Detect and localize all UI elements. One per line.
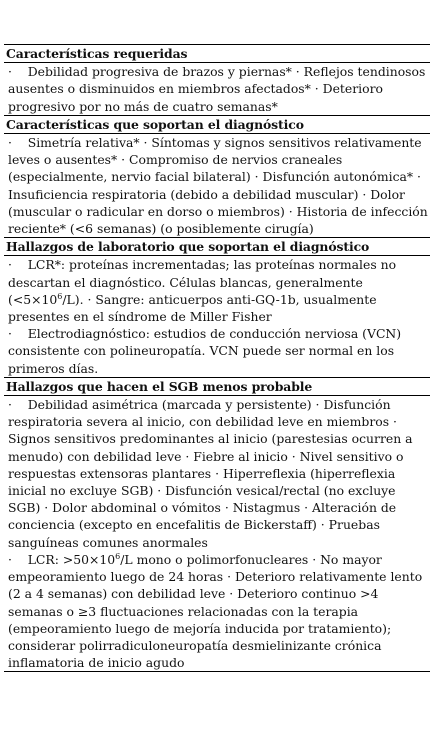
lcr-text: LCR*: proteínas incrementadas; las proteínas normales no descartan el diagnóstico. Células blancas, generalmente (<5×10 [8, 257, 397, 307]
section-text: · Debilidad progresiva de brazos y piernas* · Reflejos tendinosos ausentes o disminuidos en miembros afectados* · Deterioro progresivo por no más de cuatro semanas* [8, 63, 428, 115]
exponent: 6 [57, 291, 63, 301]
electro-paragraph: · Electrodiagnóstico: estudios de conducción nerviosa (VCN) consistente con polineuropatía. VCN puede ser normal en los primeros días. [8, 325, 428, 377]
section-header: Características requeridas [4, 45, 430, 63]
exponent: 6 [115, 551, 121, 561]
criteria-table [4, 44, 430, 672]
section-required [4, 45, 430, 116]
lcr-text: LCR: >50×10 [27, 551, 116, 567]
section-text: · Debilidad asimétrica (marcada y persistente) · Disfunción respiratoria severa al inicio, con debilidad leve en miembros · Signos sensitivos predominantes al inicio (parestesias ocurren a menudo) con debilidad leve · Fiebre al inicio · Nivel sensitivo o respuestas extensoras plantares · Hiperreflexia (hiperreflexia inicial no excluye SGB) · Disfunción vesical/rectal (no excluye SGB) · Dolor abdominal o vómitos · Nistagmus · Alteración de conciencia (excepto en encefalitis de Bickerstaff) · Pruebas sanguíneas comunes anormales [8, 396, 428, 551]
lcr-paragraph [8, 256, 428, 325]
section-supporting [4, 116, 430, 238]
section-body [4, 256, 430, 376]
section-header: Características que soportan el diagnóstico [4, 116, 430, 134]
section-text: · Simetría relativa* · Síntomas y signos sensitivos relativamente leves o ausentes* · Compromiso de nervios craneales (especialmente, nervio facial bilateral) · Disfunción autonómica* · Insuficiencia respiratoria (debido a debilidad muscular) · Dolor (muscular o radicular en dorso o miembros) · Historia de infección reciente* (<6 semanas) (o posiblemente cirugía) [8, 134, 428, 237]
lcr-text-cont: /L). · Sangre: anticuerpos anti-GQ-1b, usualmente presentes en el síndrome de Miller Fisher [8, 291, 377, 325]
section-body [4, 396, 430, 671]
lcr-paragraph [8, 551, 428, 671]
section-header: Hallazgos de laboratorio que soportan el diagnóstico [4, 238, 430, 256]
section-body [4, 63, 430, 115]
section-body [4, 134, 430, 237]
section-lab-findings [4, 238, 430, 378]
section-header: Hallazgos que hacen el SGB menos probable [4, 378, 430, 396]
section-less-likely [4, 378, 430, 672]
lcr-text-cont: /L mono o polimorfonucleares · No mayor empeoramiento luego de 24 horas · Deterioro relativamente lento (2 a 4 semanas) con debilidad leve · Deterioro continuo >4 semanas o ≥3 fluctuaciones relacionadas con la terapia (empeoramiento luego de mejoría inducida por tratamiento); considerar polirradiculoneuropatía desmielinizante crónica inflamatoria de inicio agudo [8, 551, 423, 671]
